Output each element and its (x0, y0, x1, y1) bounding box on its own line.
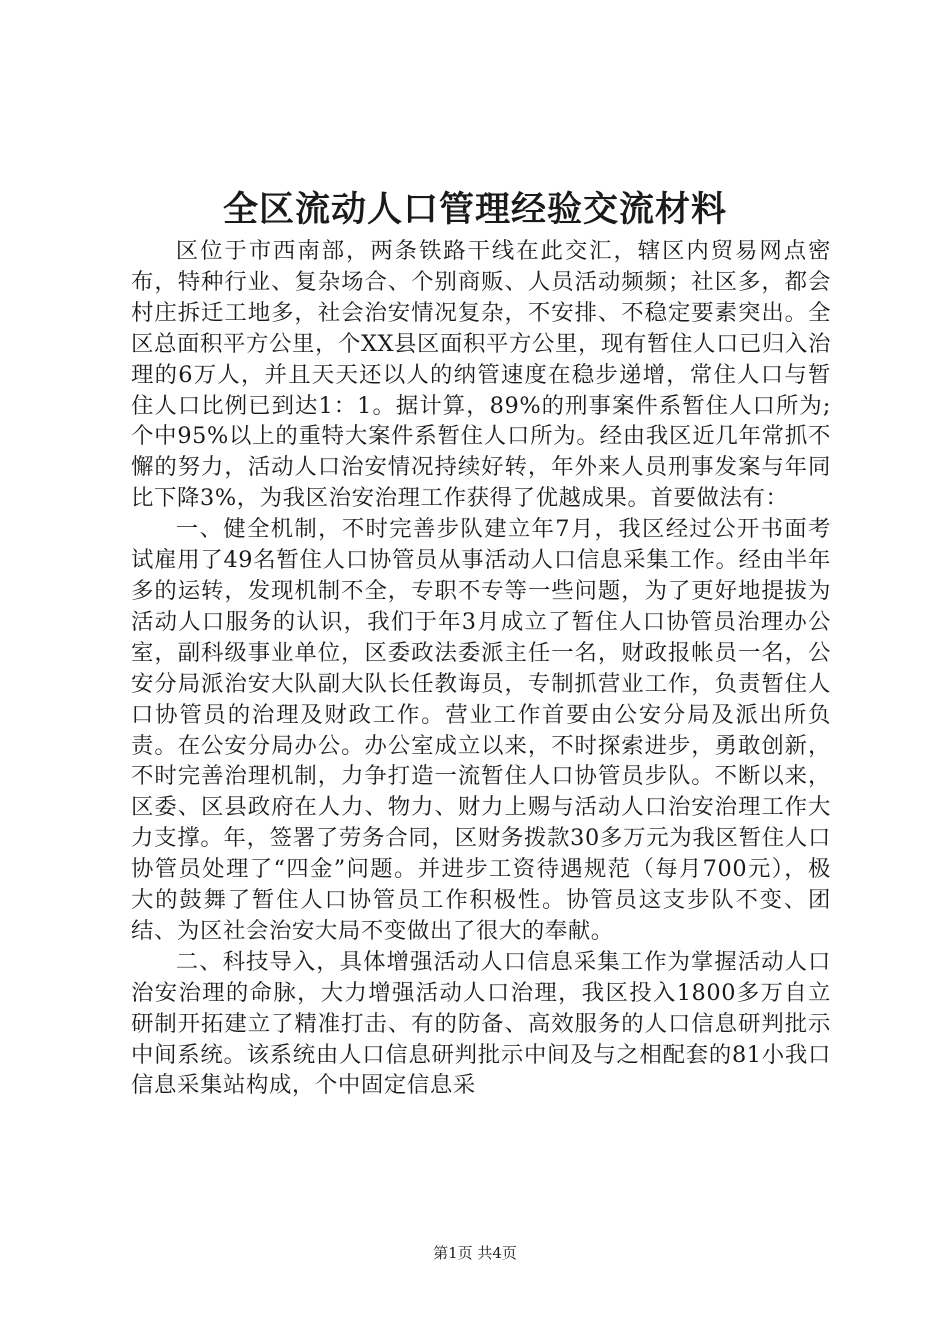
paragraph-section-2: 二、科技导入，具体增强活动人口信息采集工作为掌握活动人口治安治理的命脉，大力增强活动人口治理，我区投入1800多万自立研制开拓建立了精准打击、有的防备、高效服务的人口信息研判批示中间系统。该系统由人口信息研判批示中间及与之相配套的81小我口信息采集站构成，个中固定信息采 (131, 948, 831, 1099)
page-number-footer: 第1页 共4页 (433, 1244, 517, 1262)
document-body (131, 236, 831, 1101)
document-title: 全区流动人口管理经验交流材料 (222, 190, 727, 230)
paragraph-intro: 区位于市西南部，两条铁路干线在此交汇，辖区内贸易网点密布，特种行业、复杂场合、个别商贩、人员活动频频；社区多，都会村庄拆迁工地多，社会治安情况复杂，不安排、不稳定要素突出。全区总面积平方公里，个XX县区面积平方公里，现有暂住人口已归入治理的6万人，并且天天还以人的纳管速度在稳步递增，常住人口与暂住人口比例已到达1：1。据计算，89%的刑事案件系暂住人口所为;个中95%以上的重特大案件系暂住人口所为。经由我区近几年常抓不懈的努力，活动人口治安情况持续好转，年外来人员刑事发案与年同比下降3%，为我区治安治理工作获得了优越成果。首要做法有： (131, 238, 831, 512)
paragraph-section-1: 一、健全机制，不时完善步队建立年7月，我区经过公开书面考试雇用了49名暂住人口协管员从事活动人口信息采集工作。经由半年多的运转，发现机制不全，专职不专等一些问题，为了更好地提拔为活动人口服务的认识，我们于年3月成立了暂住人口协管员治理办公室，副科级事业单位，区委政法委派主任一名，财政报帐员一名，公安分局派治安大队副大队长任教诲员，专制抓营业工作，负责暂住人口协管员的治理及财政工作。营业工作首要由公安分局及派出所负责。在公安分局办公。办公室成立以来，不时探索进步，勇敢创新，不时完善治理机制，力争打造一流暂住人口协管员步队。不断以来，区委、区县政府在人力、物力、财力上赐与活动人口治安治理工作大力支撑。年，签署了劳务合同，区财务拨款30多万元为我区暂住人口协管员处理了“四金”问题。并进步工资待遇规范（每月700元），极大的鼓舞了暂住人口协管员工作积极性。协管员这支步队不变、团结、为区社会治安大局不变做出了很大的奉献。 (131, 516, 831, 944)
